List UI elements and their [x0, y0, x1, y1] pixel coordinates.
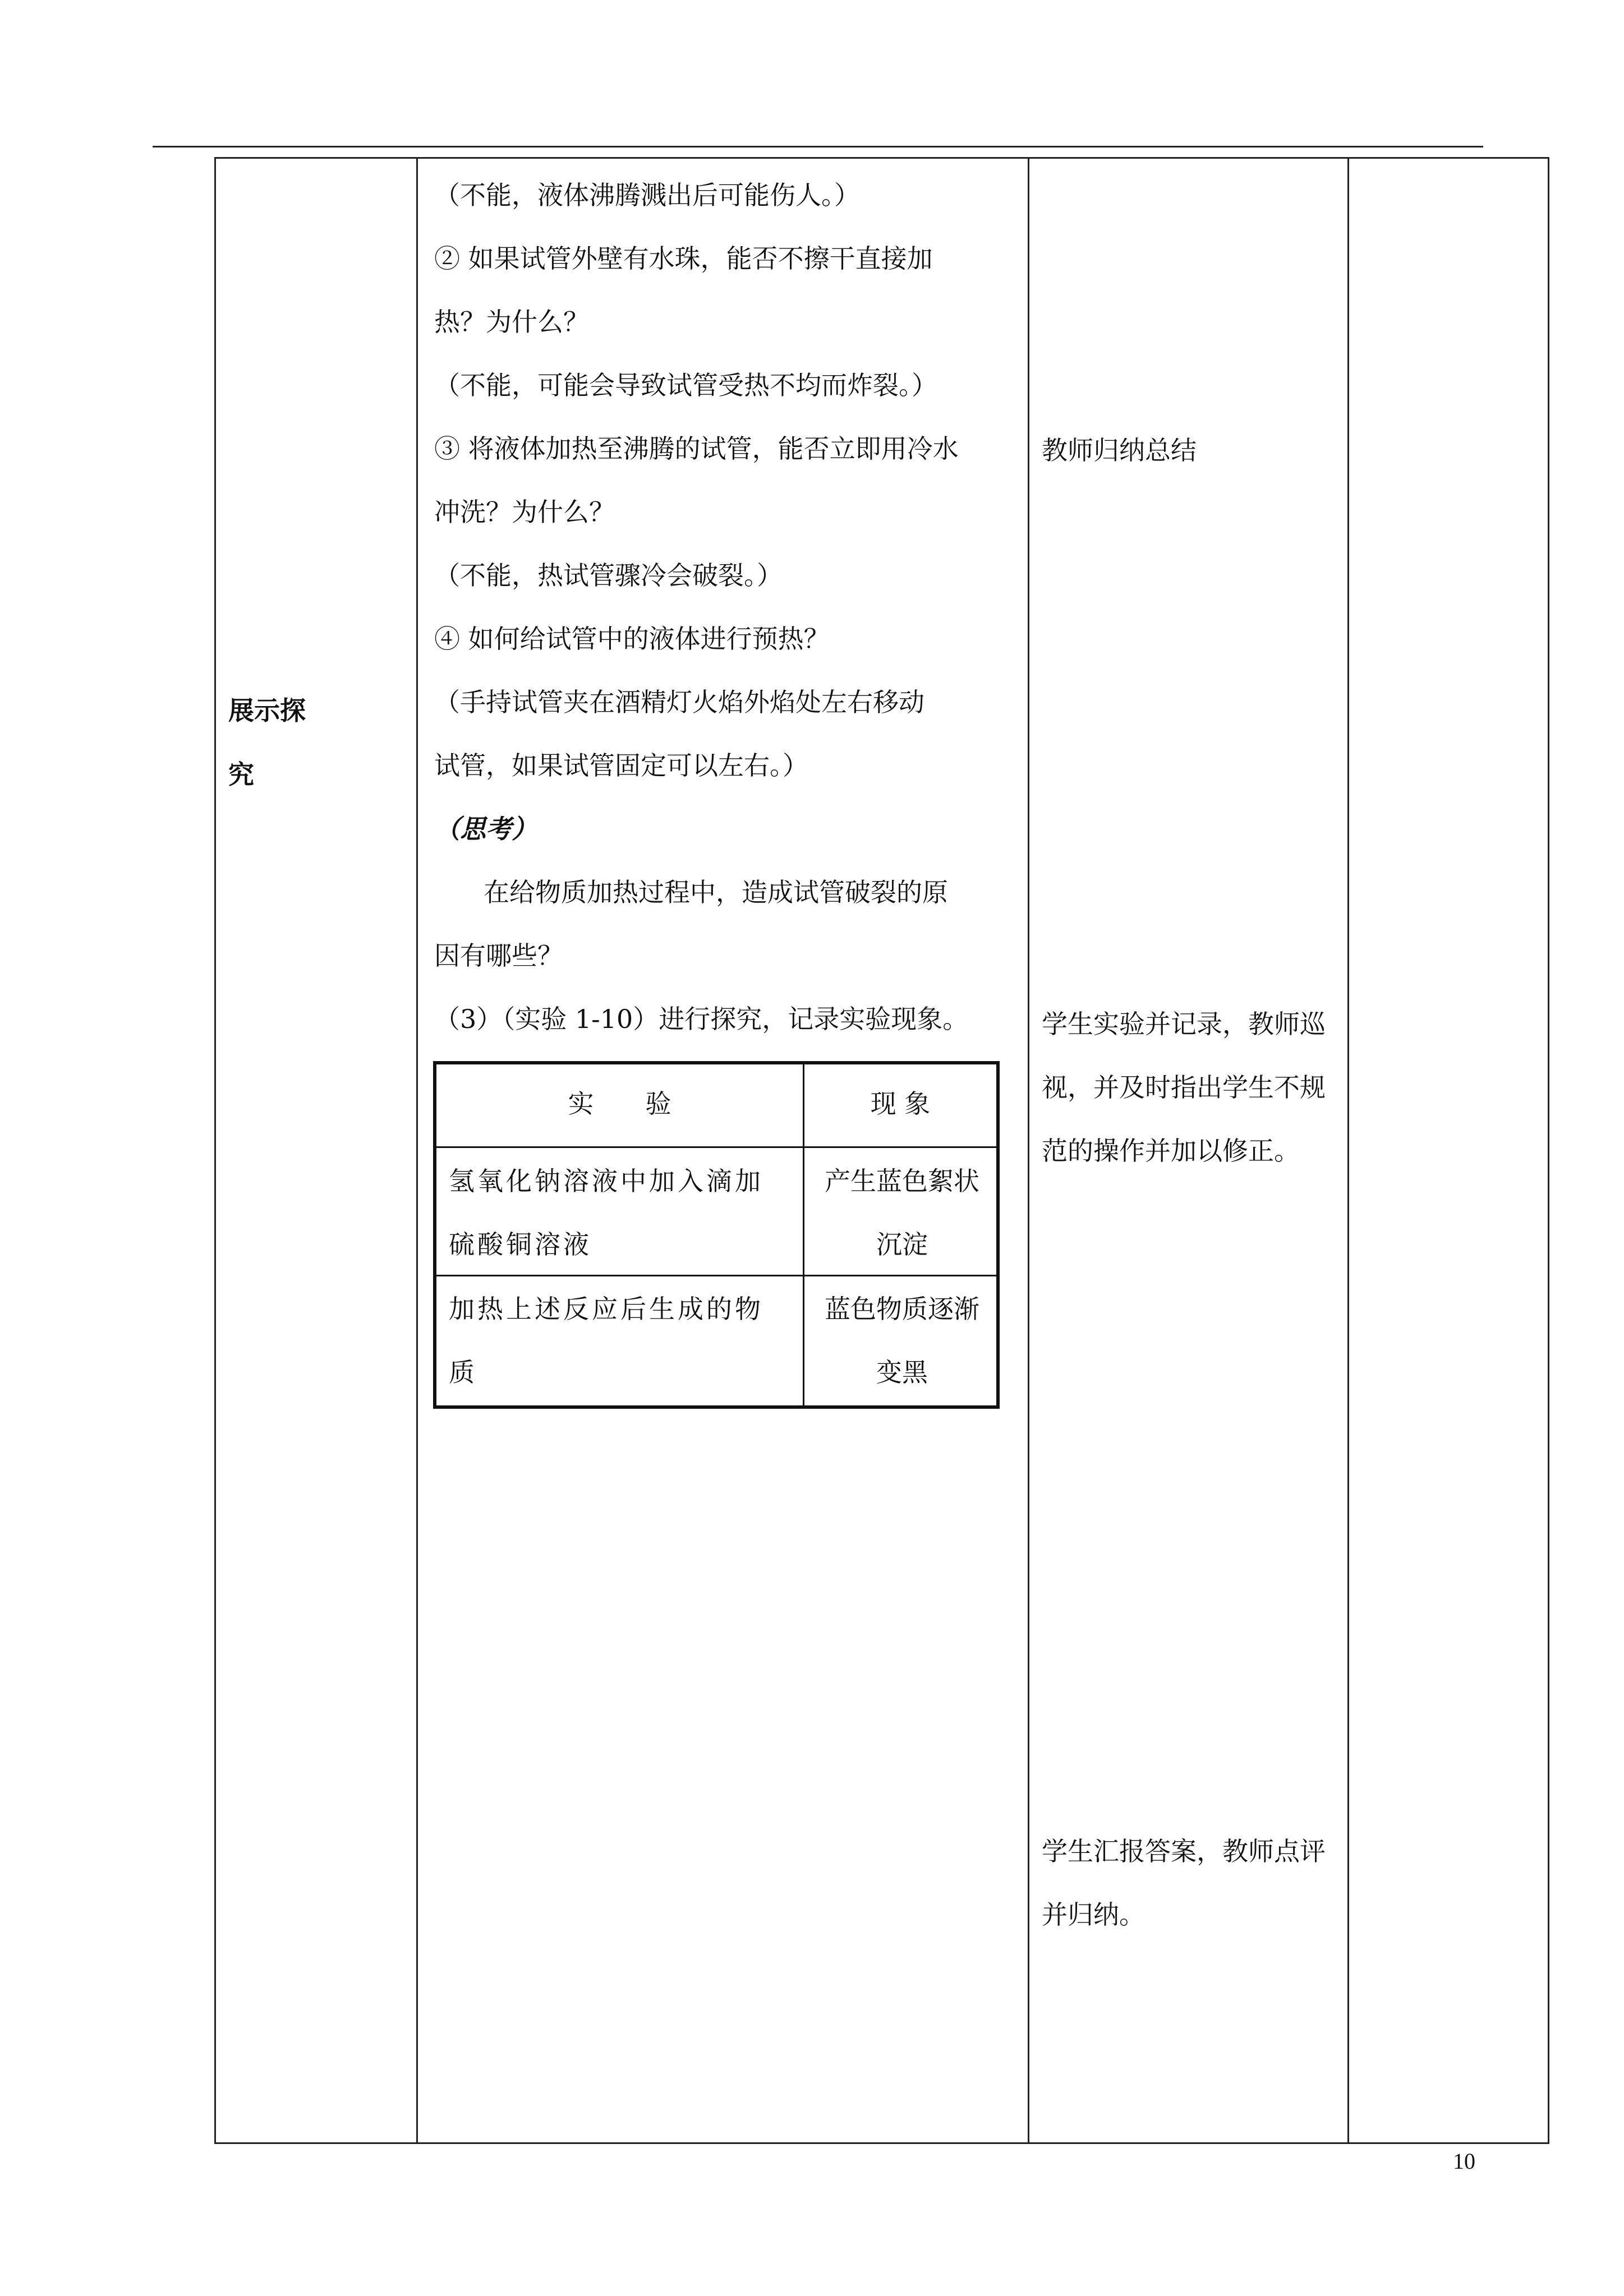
content-line: （3）（实验 1-10）进行探究，记录实验现象。: [434, 1004, 969, 1034]
header-rule: [153, 146, 1483, 147]
content-line: 试管，如果试管固定可以左右。）: [434, 750, 808, 781]
content-line: 在给物质加热过程中，造成试管破裂的原: [484, 877, 948, 907]
content-line: （不能，液体沸腾溅出后可能伤人。）: [434, 180, 860, 210]
column-divider: [1028, 157, 1029, 2144]
content-line: ② 如果试管外壁有水珠，能否不擦干直接加: [434, 243, 933, 274]
table-left-border: [214, 157, 216, 2144]
content-line: 因有哪些？: [434, 940, 563, 971]
phenomenon-cell: 产生蓝色絮状沉淀: [825, 1166, 979, 1260]
stage-label: 展示探究: [228, 695, 306, 790]
teacher-note: 教师归纳总结: [1042, 435, 1197, 465]
experiment-table: [433, 1061, 1000, 1409]
experiment-table-row-divider: [436, 1146, 996, 1148]
content-line: ④ 如何给试管中的液体进行预热？: [434, 624, 830, 654]
think-heading: （思考）: [434, 814, 537, 844]
content-line: （手持试管夹在酒精灯火焰外焰处左右移动: [434, 687, 924, 717]
table-top-border: [214, 157, 1549, 159]
phenomenon-header: 现 象: [870, 1089, 931, 1119]
teacher-note: 学生汇报答案，教师点评并归纳。: [1042, 1836, 1326, 1930]
content-line: 冲洗？为什么？: [434, 497, 615, 527]
experiment-cell: 加热上述反应后生成的物质: [449, 1294, 763, 1387]
experiment-header: 实 验: [568, 1089, 671, 1119]
table-right-border: [1548, 157, 1549, 2144]
experiment-cell: 氢氧化钠溶液中加入滴加硫酸铜溶液: [449, 1166, 763, 1260]
content-line: （不能，可能会导致试管受热不均而炸裂。）: [434, 370, 937, 400]
page-number: 10: [1453, 2149, 1475, 2174]
column-divider: [1347, 157, 1349, 2144]
content-line: （不能，热试管骤冷会破裂。）: [434, 560, 783, 591]
content-line: 热？为什么？: [434, 307, 589, 337]
content-line: ③ 将液体加热至沸腾的试管，能否立即用冷水: [434, 434, 959, 464]
table-bottom-border: [214, 2142, 1549, 2144]
column-divider: [416, 157, 418, 2144]
phenomenon-cell: 蓝色物质逐渐变黑: [825, 1294, 979, 1387]
teacher-note: 学生实验并记录，教师巡视，并及时指出学生不规范的操作并加以修正。: [1042, 1009, 1326, 1166]
lesson-table: [214, 157, 1549, 2144]
